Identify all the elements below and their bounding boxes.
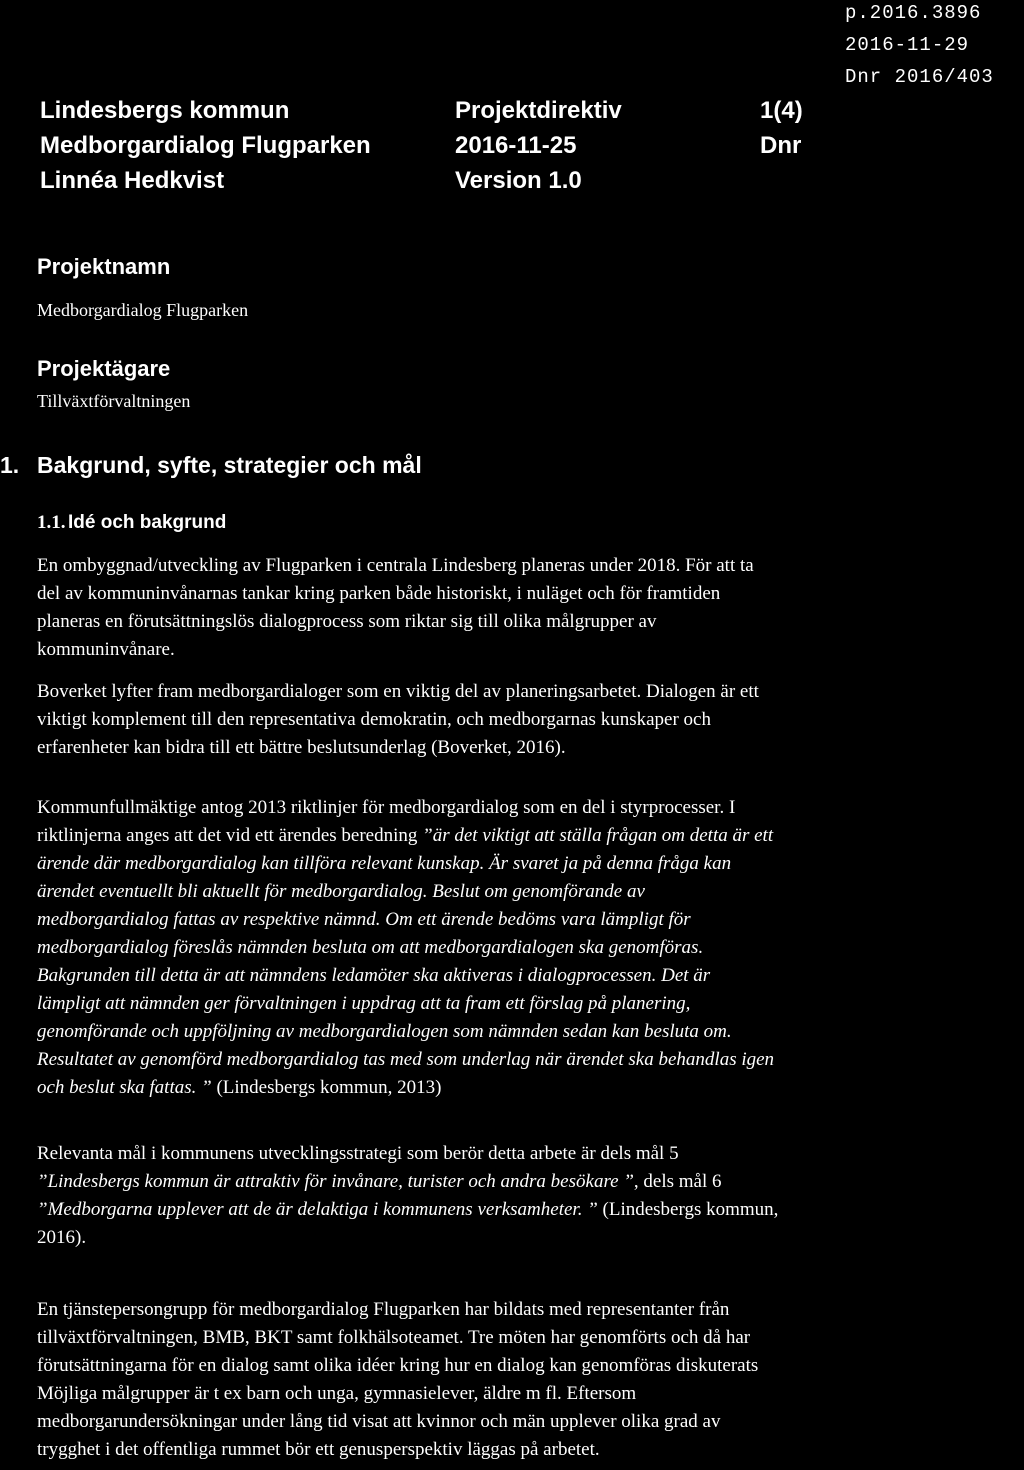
paragraph-line: kommuninvånare. bbox=[37, 639, 175, 660]
header-org: Lindesbergs kommun bbox=[40, 97, 290, 124]
paragraph-5 bbox=[37, 1296, 1012, 1464]
paragraph-line: 2016). bbox=[37, 1227, 87, 1248]
paragraph-line: viktigt komplement till den representativa demokratin, och medborgarnas kunskaper och bbox=[37, 709, 711, 730]
paragraph-line: tillväxtförvaltningen, BMB, BKT samt folkhälsoteamet. Tre möten har genomförts och då har bbox=[37, 1327, 751, 1348]
header-doc-date: 2016-11-25 bbox=[455, 132, 577, 159]
citation-text: (Lindesbergs kommun, bbox=[597, 1199, 779, 1220]
stamp-dnr: Dnr 2016/403 bbox=[845, 66, 994, 88]
quote-line: genomförande och uppföljning av medborgardialogen som nämnden sedan kan besluta om. bbox=[37, 1021, 732, 1042]
quote-line: ärende där medborgardialog kan tillföra relevant kunskap. Är svaret ja på denna fråga kan bbox=[37, 853, 732, 874]
quote-line: ärendet eventuellt bli aktuellt för medborgardialog. Beslut om genomförande av bbox=[37, 881, 645, 902]
quote-line: lämpligt att nämnden ger förvaltningen i uppdrag att ta fram ett förslag på planering, bbox=[37, 993, 691, 1014]
stamp-reg-no: p.2016.3896 bbox=[845, 2, 982, 24]
paragraph-line: Kommunfullmäktige antog 2013 riktlinjer för medborgardialog som en del i styrprocesser. I bbox=[37, 797, 736, 818]
quote-line: Bakgrunden till detta är att nämndens ledamöter ska aktiveras i dialogprocessen. Det är bbox=[37, 965, 711, 986]
project-name-label: Projektnamn bbox=[37, 254, 171, 279]
section-title: Bakgrund, syfte, strategier och mål bbox=[37, 452, 422, 478]
paragraph-line: medborgarundersökningar under lång tid visat att kvinnor och män upplever olika grad av bbox=[37, 1411, 721, 1432]
section-number: 1. bbox=[0, 452, 20, 478]
subsection-number: 1.1. bbox=[37, 512, 66, 533]
quote-text: ”är det viktigt att ställa frågan om detta är ett bbox=[422, 825, 774, 846]
quote-line: Resultatet av genomförd medborgardialog tas med som underlag när ärendet ska behandlas igen bbox=[37, 1049, 775, 1070]
paragraph-1 bbox=[37, 552, 1012, 664]
paragraph-4 bbox=[37, 1140, 1012, 1252]
paragraph-line: Möjliga målgrupper är t ex barn och unga, gymnasielever, äldre m fl. Eftersom bbox=[37, 1383, 637, 1404]
header-page: 1(4) bbox=[760, 97, 803, 124]
paragraph-line bbox=[37, 822, 1012, 850]
quote-line: medborgardialog fattas av respektive nämnd. Om ett ärende bedöms vara lämpligt för bbox=[37, 909, 691, 930]
quote-line: medborgardialog föreslås nämnden besluta om att medborgardialogen ska genomföras. bbox=[37, 937, 704, 958]
quote-text: ”Medborgarna upplever att de är delaktiga i kommunens verksamheter. ” bbox=[37, 1199, 598, 1220]
header-dnr-label: Dnr bbox=[760, 132, 802, 159]
quote-text: ”Lindesbergs kommun är attraktiv för invånare, turister och andra besökare ” bbox=[37, 1171, 634, 1192]
citation-text: (Lindesbergs kommun, 2013) bbox=[211, 1077, 442, 1098]
header-author: Linnéa Hedkvist bbox=[40, 167, 225, 194]
stamp-date: 2016-11-29 bbox=[845, 34, 970, 56]
paragraph-line bbox=[37, 1196, 1012, 1224]
paragraph-line: En ombyggnad/utveckling av Flugparken i centrala Lindesberg planeras under 2018. För att ta bbox=[37, 555, 754, 576]
paragraph-3 bbox=[37, 794, 1012, 1102]
paragraph-line: förutsättningarna för en dialog samt olika idéer kring hur en dialog kan genomföras diskuterats bbox=[37, 1355, 759, 1376]
paragraph-line: planeras en förutsättningslös dialogprocess som riktar sig till olika målgrupper av bbox=[37, 611, 657, 632]
paragraph-line bbox=[37, 1074, 1012, 1102]
project-owner-value: Tillväxtförvaltningen bbox=[37, 391, 191, 411]
header-doc-type: Projektdirektiv bbox=[455, 97, 622, 124]
header-version: Version 1.0 bbox=[455, 167, 582, 194]
project-owner-label: Projektägare bbox=[37, 356, 171, 381]
subsection-title: Idé och bakgrund bbox=[68, 512, 227, 533]
paragraph-line: erfarenheter kan bidra till ett bättre beslutsunderlag (Boverket, 2016). bbox=[37, 737, 566, 758]
paragraph-line: En tjänstepersongrupp för medborgardialog Flugparken har bildats med representanter från bbox=[37, 1299, 730, 1320]
paragraph-text: riktlinjerna anges att det vid ett ärendes beredning bbox=[37, 825, 423, 846]
header-project: Medborgardialog Flugparken bbox=[40, 132, 371, 159]
paragraph-text: , dels mål 6 bbox=[633, 1171, 722, 1192]
paragraph-line: trygghet i det offentliga rummet bör ett genusperspektiv läggas på arbetet. bbox=[37, 1439, 600, 1460]
quote-text: och beslut ska fattas. ” bbox=[37, 1077, 212, 1098]
paragraph-2 bbox=[37, 678, 1012, 762]
paragraph-line: Boverket lyfter fram medborgardialoger som en viktig del av planeringsarbetet. Dialogen är ett bbox=[37, 681, 759, 702]
paragraph-line: Relevanta mål i kommunens utvecklingsstrategi som berör detta arbete är dels mål 5 bbox=[37, 1143, 679, 1164]
project-name-value: Medborgardialog Flugparken bbox=[37, 300, 249, 320]
paragraph-line: del av kommuninvånarnas tankar kring parken både historiskt, i nuläget och för framtiden bbox=[37, 583, 721, 604]
paragraph-line bbox=[37, 1168, 1012, 1196]
